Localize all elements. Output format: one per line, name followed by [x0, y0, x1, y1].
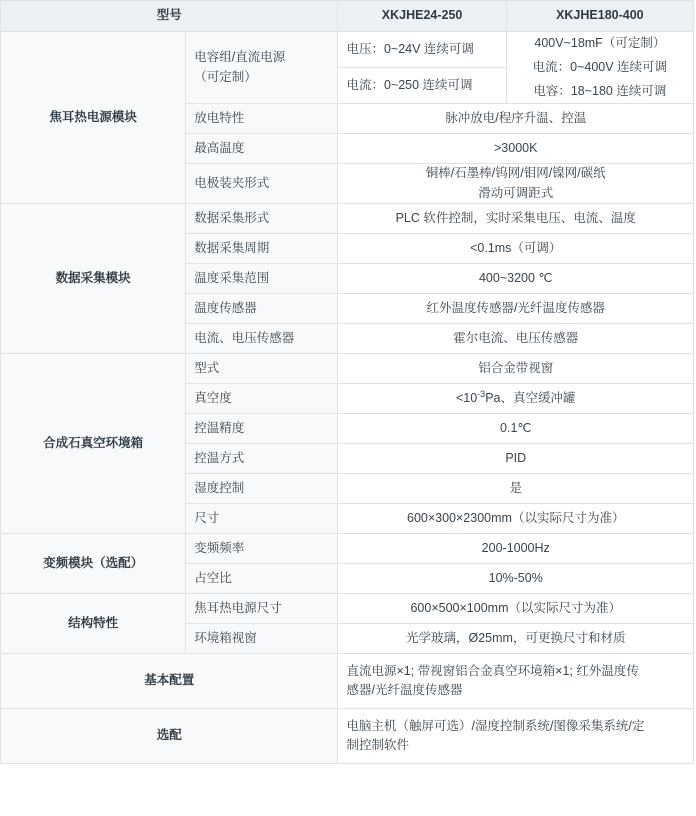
- value-line-2: 滑动可调距式: [478, 185, 554, 200]
- sub-dimensions: 尺寸: [186, 504, 338, 534]
- sub-power-supply-size: 焦耳热电源尺寸: [186, 594, 338, 624]
- sub-line-1: 电容组/直流电源: [194, 50, 286, 65]
- table-row: [1, 32, 694, 68]
- category-optional: 选配: [1, 709, 338, 764]
- sub-temperature-range: 温度采集范围: [186, 264, 338, 294]
- sub-humidity-control: 湿度控制: [186, 474, 338, 504]
- sub-type: 型式: [186, 354, 338, 384]
- header-model-2: XKJHE180-400: [506, 1, 693, 32]
- value-line-1: 直流电源×1; 带视窗铝合金真空环境箱×1; 红外温度传: [346, 663, 639, 678]
- value-voltage-a: 电压：0~24V 连续可调: [338, 32, 506, 68]
- value-line-1: 电脑主机（触屏可选）/湿度控制系统/图像采集系统/定: [346, 718, 645, 733]
- sub-line-2: （可定制）: [194, 69, 257, 84]
- value-acquisition-period: <0.1ms（可调）: [338, 234, 694, 264]
- value-dimensions: 600×300×2300mm（以实际尺寸为准）: [338, 504, 694, 534]
- category-structure: 结构特性: [1, 594, 186, 654]
- sub-capacitor-power: [186, 32, 338, 104]
- value-duty-cycle: 10%-50%: [338, 564, 694, 594]
- value-current-a: 电流：0~250 连续可调: [338, 68, 506, 104]
- category-power-module: 焦耳热电源模块: [1, 32, 186, 204]
- value-model2-spec: [506, 32, 693, 104]
- sub-temperature-sensor: 温度传感器: [186, 294, 338, 324]
- value-optional: [338, 709, 694, 764]
- value-b-line-2: 电流：0~400V 连续可调: [532, 59, 668, 74]
- header-model-1: XKJHE24-250: [338, 1, 506, 32]
- sub-temperature-accuracy: 控温精度: [186, 414, 338, 444]
- sub-discharge-characteristic: 放电特性: [186, 104, 338, 134]
- table-row: [1, 709, 694, 764]
- value-power-supply-size: 600×500×100mm（以实际尺寸为准）: [338, 594, 694, 624]
- sub-duty-cycle: 占空比: [186, 564, 338, 594]
- table-row: [1, 204, 694, 234]
- sub-frequency: 变频频率: [186, 534, 338, 564]
- value-acquisition-form: PLC 软件控制，实时采集电压、电流、温度: [338, 204, 694, 234]
- category-frequency-module: 变频模块（选配）: [1, 534, 186, 594]
- value-temperature-accuracy: 0.1℃: [338, 414, 694, 444]
- value-type: 铝合金带视窗: [338, 354, 694, 384]
- value-temperature-sensor: 红外温度传感器/光纤温度传感器: [338, 294, 694, 324]
- table-row: [1, 354, 694, 384]
- value-line-1: 铜棒/石墨棒/钨网/钼网/镍网/碳纸: [425, 166, 606, 181]
- value-chamber-window: 光学玻璃，Ø25mm，可更换尺寸和材质: [338, 624, 694, 654]
- sub-chamber-window: 环境箱视窗: [186, 624, 338, 654]
- category-vacuum-chamber: 合成石真空环境箱: [1, 354, 186, 534]
- sub-acquisition-period: 数据采集周期: [186, 234, 338, 264]
- sub-acquisition-form: 数据采集形式: [186, 204, 338, 234]
- value-humidity-control: 是: [338, 474, 694, 504]
- value-b-line-1: 400V~18mF（可定制）: [534, 36, 666, 50]
- value-max-temperature: >3000K: [338, 134, 694, 164]
- sub-control-mode: 控温方式: [186, 444, 338, 474]
- value-line-2: 制控制软件: [346, 738, 409, 752]
- table-row: [1, 534, 694, 564]
- category-data-acquisition: 数据采集模块: [1, 204, 186, 354]
- value-frequency: 200-1000Hz: [338, 534, 694, 564]
- value-current-voltage-sensor: 霍尔电流、电压传感器: [338, 324, 694, 354]
- sub-current-voltage-sensor: 电流、电压传感器: [186, 324, 338, 354]
- value-control-mode: PID: [338, 444, 694, 474]
- value-b-line-3: 电容：18~180 连续可调: [533, 83, 667, 98]
- table-header-row: [1, 1, 694, 32]
- value-electrode-clamping: [338, 164, 694, 204]
- table-row: [1, 594, 694, 624]
- sub-vacuum-degree: 真空度: [186, 384, 338, 414]
- header-model-label: 型号: [1, 1, 338, 32]
- value-temperature-range: 400~3200 ℃: [338, 264, 694, 294]
- table-body: [1, 1, 694, 764]
- value-line-2: 感器/光纤温度传感器: [346, 683, 463, 697]
- sub-electrode-clamping: 电极装夹形式: [186, 164, 338, 204]
- sub-max-temperature: 最高温度: [186, 134, 338, 164]
- value-discharge-characteristic: 脉冲放电/程序升温、控温: [338, 104, 694, 134]
- category-basic-configuration: 基本配置: [1, 654, 338, 709]
- value-vacuum-degree: $<10^{-3}Pa$、真空缓冲罐: [338, 384, 694, 414]
- value-basic-configuration: [338, 654, 694, 709]
- table-row: [1, 654, 694, 709]
